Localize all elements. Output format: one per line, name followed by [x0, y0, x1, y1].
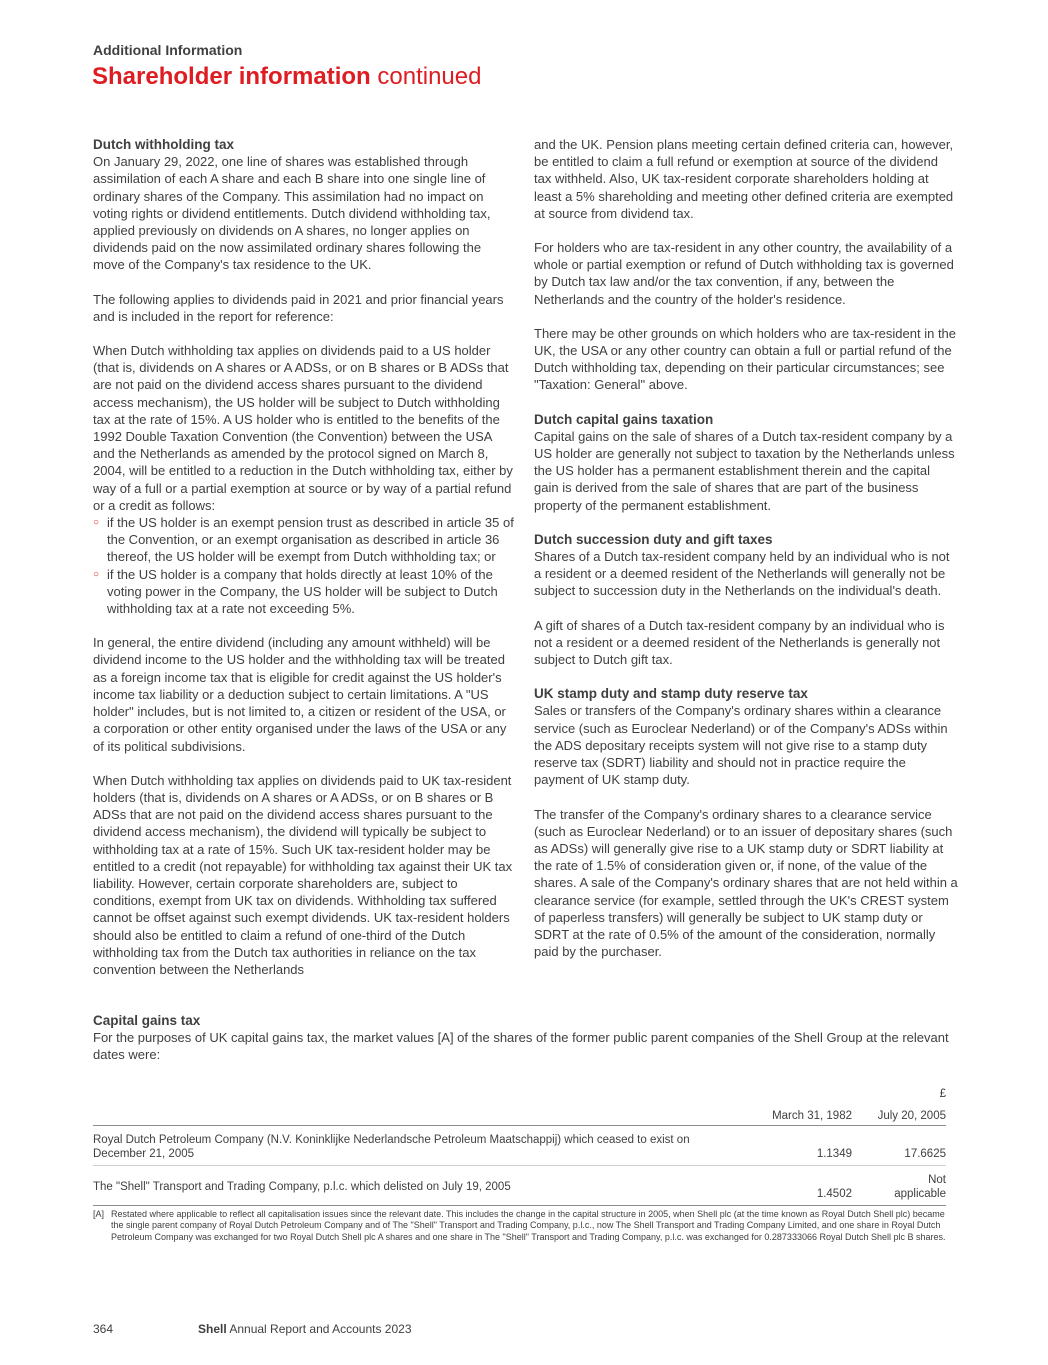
page-title	[92, 63, 481, 91]
dutch-capital-gains-heading: Dutch capital gains taxation	[534, 411, 714, 427]
footnote	[93, 1209, 956, 1243]
right-column	[534, 136, 958, 977]
value-1982: 1.1349	[740, 1126, 852, 1166]
paragraph: The transfer of the Company's ordinary shares to a clearance service (such as Euroclear Nederland) or to an issuer of depositary shares (such as ADSs) will generally give rise to a UK stamp duty or SDRT liability at the rate of 1.5% of consideration given or, if none, of the value of the shares. A sale of the Company's ordinary shares that are not held within a clearance service (for example, settled through the UK's CREST system of paperless transfers) will generally be subject to UK stamp duty or SDRT at the rate of 0.5% of the amount of the consideration, normally paid by the purchaser.	[534, 806, 958, 960]
footer-report-title	[198, 1322, 412, 1336]
table-row	[93, 1126, 946, 1166]
currency-symbol: £	[939, 1088, 946, 1100]
paragraph: When Dutch withholding tax applies on dividends paid to UK tax-resident holders (that is, dividends on A shares or A ADSs, or on B shares or B ADSs that are not paid on the dividend access shares pursuant to the dividend access mechanism), the dividend will typically be subject to withholding tax at a rate of 15%. Such UK tax-resident holder may be entitled to a credit (not repayable) for withholding tax against their UK tax liability. However, certain corporate shareholders are, subject to conditions, exempt from UK tax on dividends. Withholding tax suffered cannot be offset against such exempt dividends. UK tax-resident holders should also be entitled to claim a refund of one-third of the Dutch withholding tax from the Dutch tax authorities in reliance on the tax convention between the Netherlands	[93, 772, 513, 977]
page-number: 364	[93, 1322, 114, 1336]
page-title-main: Shareholder information	[92, 63, 371, 90]
footer-report-name: Annual Report and Accounts 2023	[229, 1322, 412, 1336]
bullet-icon: ○	[93, 568, 100, 580]
capital-gains-section	[93, 1012, 953, 1064]
paragraph: When Dutch withholding tax applies on dividends paid to a US holder (that is, dividends on A shares or A ADSs, or on B shares or B ADSs that are not paid on the dividend access shares pursuant to the dividend access mechanism), the US holder will be subject to Dutch withholding tax at the rate of 15%. A US holder who is entitled to the benefits of the 1992 Double Taxation Convention (the Convention) between the USA and the Netherlands as amended by the protocol signed on March 8, 2004, will be entitled to a reduction in the Dutch withholding tax, either by way of a full or a partial exemption at source or by way of a partial refund or a credit as follows:	[93, 343, 513, 513]
footnote-text: Restated where applicable to reflect all capitalisation issues since the relevant date. This includes the change in the capital structure in 2005, when Shell plc (at the time known as Royal Dutch Shell plc) became the single parent company of Royal Dutch Petroleum Company and of The "Shell" Transport and Trading Company, p.l.c., now The Shell Transport and Trading Company Limited, and one share in Royal Dutch Petroleum Company was exchanged for two Royal Dutch Shell plc A shares and one share in The "Shell" Transport and Trading Company, p.l.c. was exchanged for 0.287333066 Royal Dutch Shell plc B shares.	[111, 1209, 946, 1242]
value-2005: Not applicable	[852, 1166, 946, 1206]
dutch-withholding-tax-heading: Dutch withholding tax	[93, 137, 234, 152]
paragraph: and the UK. Pension plans meeting certain defined criteria can, however, be entitled to claim a full refund or exemption at source of the dividend tax withheld. Also, UK tax-resident corporate shareholders holding at least a 5% shareholding and meeting other defined criteria are exempted at source from dividend tax.	[534, 137, 954, 221]
company-name: Royal Dutch Petroleum Company (N.V. Koninklijke Nederlandsche Petroleum Maatschappij) which ceased to exist on December 21, 2005	[93, 1126, 740, 1166]
bullet-icon: ○	[93, 517, 100, 529]
page-title-continued: continued	[377, 63, 482, 90]
column-header: July 20, 2005	[852, 1100, 946, 1126]
value-2005: 17.6625	[852, 1126, 946, 1166]
capital-gains-heading: Capital gains tax	[93, 1013, 201, 1028]
table-header-row	[93, 1100, 946, 1126]
footnote-mark: [A]	[93, 1209, 105, 1219]
list-item-text: if the US holder is a company that holds directly at least 10% of the voting power in the Company, the US holder will be subject to Dutch withholding tax at a rate not exceeding 5%.	[107, 566, 498, 617]
paragraph: There may be other grounds on which holders who are tax-resident in the UK, the USA or any other country can obtain a full or partial refund of the Dutch withholding tax, depending on their particular circumstances; see "Taxation: General" above.	[534, 325, 957, 393]
bullet-list	[93, 514, 515, 617]
paragraph: The following applies to dividends paid in 2021 and prior financial years and is included in the report for reference:	[93, 291, 504, 324]
paragraph: Shares of a Dutch tax-resident company held by an individual who is not a resident or a deemed resident of the Netherlands will generally not be subject to succession duty in the Netherlands on the individual's death.	[534, 549, 950, 599]
value-1982: 1.4502	[740, 1166, 852, 1206]
paragraph: On January 29, 2022, one line of shares was established through assimilation of each A share and each B share into one single line of ordinary shares of the Company. This assimilation had no impact on voting rights or dividend entitlements. Dutch dividend withholding tax, applied previously on dividends on A shares, no longer applies on dividends paid on the now assimilated ordinary shares following the move of the Company's tax residence to the UK.	[93, 154, 491, 273]
capital-gains-intro: For the purposes of UK capital gains tax, the market values [A] of the shares of the former public parent companies of the Shell Group at the relevant dates were:	[93, 1030, 949, 1063]
left-column	[93, 136, 515, 995]
paragraph: Capital gains on the sale of shares of a Dutch tax-resident company by a US holder are generally not subject to taxation by the Netherlands unless the US holder has a permanent establishment therein and the capital gain is derived from the sale of shares that are part of the business property of the permanent establishment.	[534, 428, 955, 513]
list-item-text: if the US holder is an exempt pension trust as described in article 35 of the Convention, or an exempt organisation as described in article 36 thereof, the US holder will be exempt from Dutch withholding tax; or	[107, 515, 514, 565]
section-label: Additional Information	[93, 42, 243, 58]
company-name: The "Shell" Transport and Trading Company, p.l.c. which delisted on July 19, 2005	[93, 1166, 740, 1206]
currency-row	[93, 1082, 946, 1100]
list-item	[93, 514, 515, 566]
succession-duty-heading: Dutch succession duty and gift taxes	[534, 531, 773, 547]
list-item	[93, 566, 515, 618]
footer-brand: Shell	[198, 1322, 227, 1336]
paragraph: In general, the entire dividend (including any amount withheld) will be dividend income to the US holder and the withholding tax will be treated as a foreign income tax that is eligible for credit against the US holder's income tax liability or a deduction subject to certain limitations. A "US holder" includes, but is not limited to, a citizen or resident of the USA, or a corporation or other entity organised under the laws of the USA or any of its political subdivisions.	[93, 635, 507, 754]
paragraph: Sales or transfers of the Company's ordinary shares within a clearance service (such as Euroclear Nederland) or of the Company's ADSs within the ADS depositary receipts system will not give rise to a stamp duty reserve tax (SDRT) liability and should not in practice require the payment of UK stamp duty.	[534, 703, 948, 788]
column-header: March 31, 1982	[740, 1100, 852, 1126]
stamp-duty-heading: UK stamp duty and stamp duty reserve tax	[534, 686, 808, 702]
table-row	[93, 1166, 946, 1206]
paragraph: For holders who are tax-resident in any other country, the availability of a whole or partial exemption or refund of Dutch withholding tax is governed by Dutch tax law and/or the tax convention, if any, between the Netherlands and the country of the holder's residence.	[534, 240, 954, 307]
paragraph: A gift of shares of a Dutch tax-resident company by an individual who is not a resident or a deemed resident of the Netherlands is generally not subject to Dutch gift tax.	[534, 617, 945, 668]
market-values-table	[93, 1082, 946, 1206]
